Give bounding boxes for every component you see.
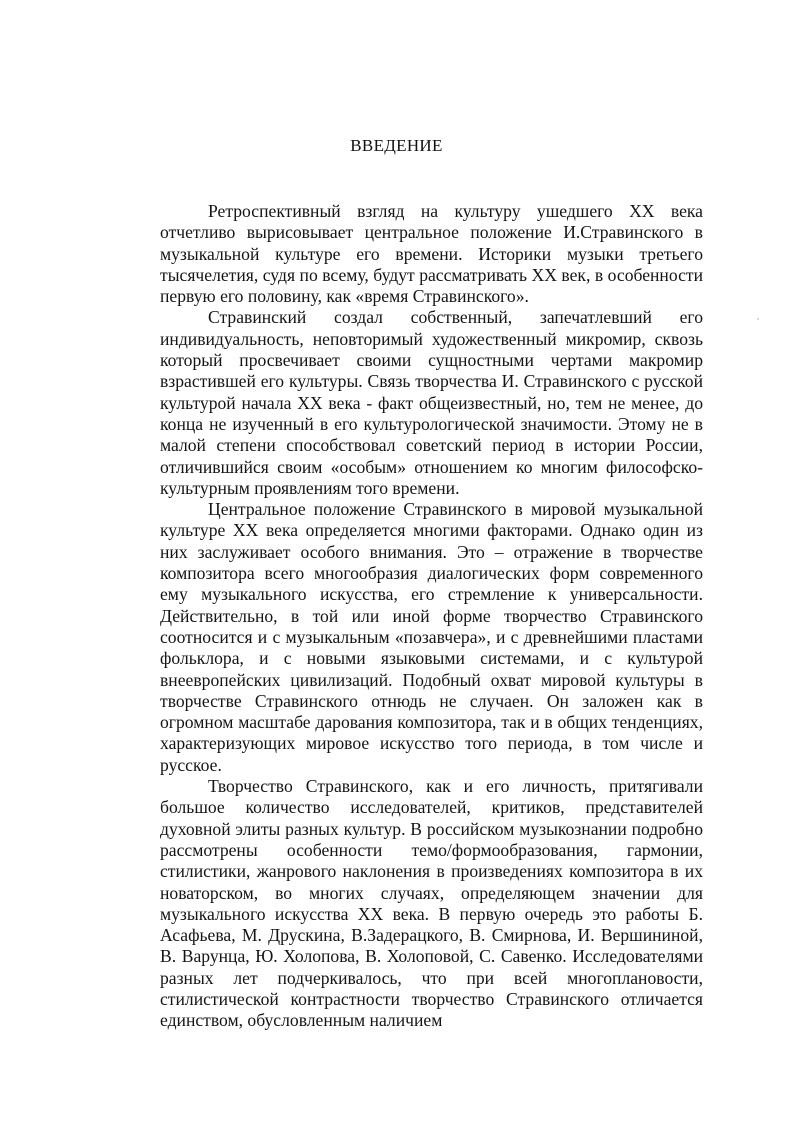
paragraph-3: Центральное положение Стравинского в мировой музыкальной культуре XX века определяется многими факторами. Однако один из них заслуживает особого внимания. Это – отражение в творчестве композитора всего многообразия диалогических форм современного ему музыкального искусства, его стремление к универсальности. Действительно, в той или иной форме творчество Стравинского соотносится и с музыкальным «позавчера», и с древнейшими пластами фольклора, и с новыми языковыми системами, и с культурой внеевропейских цивилизаций. Подобный охват мировой культуры в творчестве Стравинского отнюдь не случаен. Он заложен как в огромном масштабе дарования композитора, так и в общих тенденциях, характеризующих мировое искусство того периода, в том числе и русское.: [160, 499, 703, 775]
page-title: ВВЕДЕНИЕ: [350, 136, 443, 155]
body-text: [160, 201, 703, 1032]
paragraph-1: Ретроспективный взгляд на культуру ушедшего XX века отчетливо вырисовывает центральное положение И.Стравинского в музыкальной культуре его времени. Историки музыки третьего тысячелетия, судя по всему, будут рассматривать XX век, в особенности первую его половину, как «время Стравинского».: [160, 201, 703, 307]
paragraph-4: Творчество Стравинского, как и его личность, притягивали большое количество исследователей, критиков, представителей духовной элиты разных культур. В российском музыкознании подробно рассмотрены особенности темо/формообразования, гармонии, стилистики, жанрового наклонения в произведениях композитора в их новаторском, во многих случаях, определяющем значении для музыкального искусства XX века. В первую очередь это работы Б. Асафьева, М. Друскина, В.Задерацкого, В. Смирнова, И. Вершининой, В. Варунца, Ю. Холопова, В. Холоповой, С. Савенко. Исследователями разных лет подчеркивалось, что при всей многоплановости, стилистической контрастности творчество Стравинского отличается единством, обусловленным наличием: [160, 776, 703, 1031]
paragraph-2: Стравинский создал собственный, запечатлевший его индивидуальность, неповторимый художественный микромир, сквозь который просвечивает своими сущностными чертами макромир взрастившей его культуры. Связь творчества И. Стравинского с русской культурой начала XX века - факт общеизвестный, но, тем не менее, до конца не изученный в его культурологической значимости. Этому не в малой степени способствовал советский период в истории России, отличившийся своим «особым» отношением ко многим философско-культурным проявлениям того времени.: [160, 307, 703, 498]
scan-speck: [757, 318, 759, 320]
